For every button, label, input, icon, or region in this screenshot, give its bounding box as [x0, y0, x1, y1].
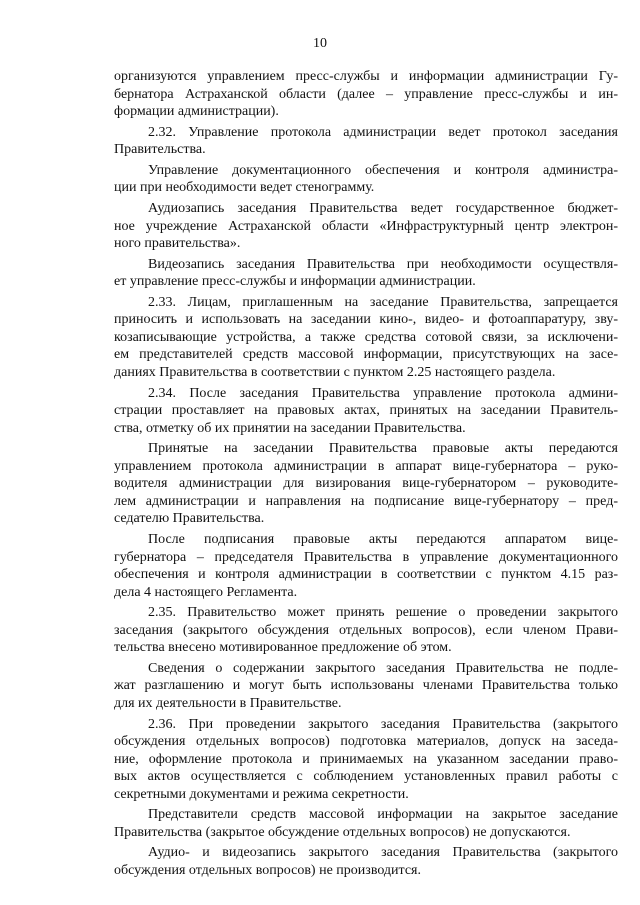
text-line: После подписания правовые акты передаются аппаратом вице-	[148, 532, 618, 547]
text-line: жат разглашению и могут быть использованы членами Правительства только	[114, 678, 618, 694]
text-line: Видеозапись заседания Правительства при необходимости осуществля-	[148, 256, 618, 272]
text-line: козаписывающие устройства, а также средства сотовой связи, за исключени-	[114, 329, 618, 345]
text-line: Аудиозапись заседания Правительства ведет государственное бюджет-	[148, 201, 618, 217]
paragraph	[114, 68, 618, 121]
paragraph	[114, 604, 618, 657]
text-line: ем представителей средств массовой информации, присутствующих на засе-	[114, 347, 618, 363]
text-line: страции проставляет на правовых актах, принятых на заседании Правитель-	[114, 403, 618, 419]
paragraph	[114, 294, 618, 382]
text-line: вых актов осуществляется с соблюдением установленных правил работы с	[114, 769, 618, 785]
text-line: седателю Правительства.	[114, 511, 265, 527]
text-line: ет управление пресс-службы и информации администрации.	[114, 274, 476, 290]
text-line: Правительства.	[114, 142, 206, 158]
text-line: Правительства (закрытое обсуждение отдельных вопросов) не допускаются.	[114, 824, 571, 840]
text-line: Управление документационного обеспечения и контроля администра-	[148, 162, 618, 178]
text-line: губернатора – председателя Правительства в управление документационного	[114, 549, 618, 565]
text-line: 2.35. Правительство может принять решение о проведении закрытого	[148, 605, 618, 621]
text-line: ное учреждение Астраханской области «Инфраструктурный центр электрон-	[114, 218, 618, 234]
text-line: дела 4 настоящего Регламента.	[114, 584, 298, 600]
text-line: приносить и использовать на заседании кино-, видео- и фотоаппаратуру, зву-	[114, 312, 618, 328]
text-line: обсуждения отдельных вопросов) подготовка материалов, допуск на заседа-	[114, 734, 618, 750]
text-line: тельства внесено мотивированное предложение об этом.	[114, 640, 452, 656]
paragraph	[114, 162, 618, 197]
paragraph	[114, 531, 618, 601]
document-body	[114, 68, 618, 883]
text-line: обеспечения и контроля администрации в соответствии с пунктом 4.15 раз-	[114, 567, 618, 582]
paragraph	[114, 440, 618, 528]
text-line: Принятые на заседании Правительства правовые акты передаются	[148, 441, 618, 457]
text-line: обсуждения отдельных вопросов) не производится.	[114, 862, 421, 878]
paragraph	[114, 200, 618, 253]
text-line: лем администрации и направления на подписание вице-губернатору – пред-	[114, 493, 618, 509]
text-line: 2.34. После заседания Правительства управление протокола админи-	[148, 385, 618, 401]
text-line: организуются управлением пресс-службы и информации администрации Гу-	[114, 69, 618, 84]
text-line: ства, отметку об их принятии на заседании Правительства.	[114, 420, 466, 436]
text-line: даниях Правительства в соответствии с пунктом 2.25 настоящего раздела.	[114, 364, 556, 380]
text-line: Представители средств массовой информации на закрытое заседание	[148, 807, 618, 823]
paragraph	[114, 124, 618, 159]
text-line: для их деятельности в Правительстве.	[114, 695, 342, 711]
text-line: 2.36. При проведении закрытого заседания Правительства (закрытого	[148, 716, 618, 732]
page-number: 10	[313, 36, 327, 51]
text-line: формации администрации).	[114, 104, 279, 119]
text-line: Сведения о содержании закрытого заседания Правительства не подле-	[148, 660, 618, 676]
text-line: заседания (закрытого обсуждения отдельных вопросов), если членом Прави-	[114, 622, 618, 638]
text-line: управлением протокола администрации в аппарат вице-губернатора – руко-	[114, 458, 618, 474]
text-line: 2.32. Управление протокола администрации ведет протокол заседания	[148, 124, 618, 140]
text-line: бернатора Астраханской области (далее – управление пресс-службы и ин-	[114, 86, 618, 102]
paragraph	[114, 385, 618, 438]
text-line: Аудио- и видеозапись закрытого заседания Правительства (закрытого	[148, 845, 618, 861]
text-line: 2.33. Лицам, приглашенным на заседание Правительства, запрещается	[148, 294, 618, 310]
text-line: ние, оформление протокола и принимаемых на указанном заседании право-	[114, 751, 618, 767]
text-line: ного правительства».	[114, 236, 241, 252]
paragraph	[114, 716, 618, 804]
paragraph	[114, 806, 618, 841]
paragraph	[114, 844, 618, 879]
paragraph	[114, 256, 618, 291]
text-line: секретными документами и режима секретности.	[114, 786, 409, 802]
text-line: водителя администрации для визирования вице-губернатором – руководите-	[114, 476, 618, 492]
text-line: ции при необходимости ведет стенограмму.	[114, 180, 375, 196]
paragraph	[114, 660, 618, 713]
